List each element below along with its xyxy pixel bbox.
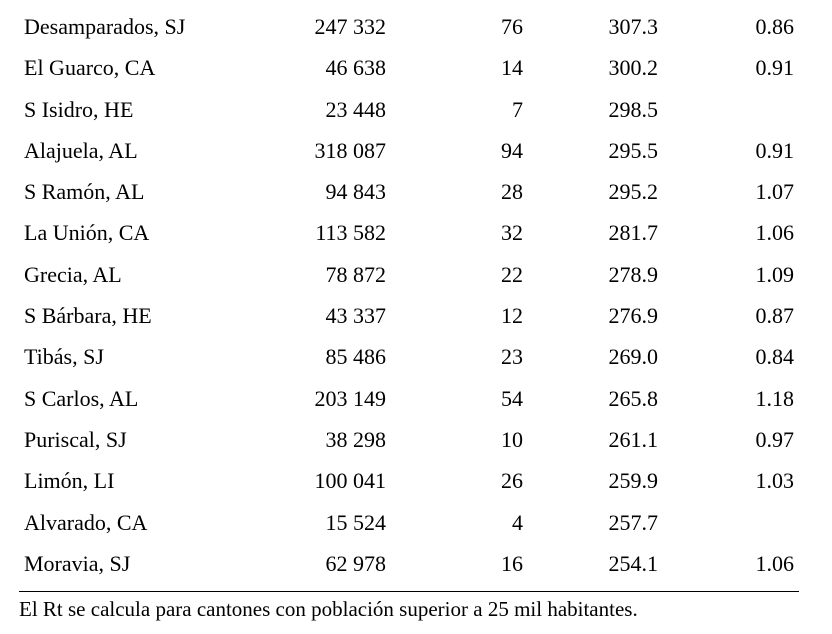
table-row: [0, 83, 832, 124]
canton-name: Puriscal, SJ: [24, 426, 127, 452]
population-value: 46 638: [325, 55, 386, 81]
population-value: 94 843: [325, 179, 386, 205]
canton-name: Moravia, SJ: [24, 550, 131, 576]
rt-value: 0.91: [755, 55, 794, 81]
rt-value: 0.91: [755, 137, 794, 163]
population-value: 85 486: [325, 344, 386, 370]
canton-name: S Isidro, HE: [24, 96, 134, 122]
canton-name: S Bárbara, HE: [24, 303, 152, 329]
table-row: [0, 206, 832, 247]
rate-value: 257.7: [608, 509, 658, 535]
cases-value: 22: [501, 261, 523, 287]
table-row: [0, 165, 832, 206]
population-value: 100 041: [314, 468, 386, 494]
table-row: [0, 372, 832, 413]
rt-value: 1.06: [755, 220, 794, 246]
rate-value: 281.7: [608, 220, 658, 246]
table-row: [0, 124, 832, 165]
rate-value: 298.5: [608, 96, 658, 122]
rt-value: 1.07: [755, 179, 794, 205]
rt-value: 0.84: [755, 344, 794, 370]
rt-value: 1.18: [755, 385, 794, 411]
canton-name: Limón, LI: [24, 468, 115, 494]
cases-value: 32: [501, 220, 523, 246]
canton-name: La Unión, CA: [24, 220, 150, 246]
cases-value: 7: [512, 96, 523, 122]
table-row: [0, 0, 832, 41]
rate-value: 276.9: [608, 303, 658, 329]
rt-value: 1.03: [755, 468, 794, 494]
table-bottom-rule: [19, 591, 799, 592]
rate-value: 261.1: [608, 426, 658, 452]
population-value: 318 087: [314, 137, 386, 163]
rt-value: 0.86: [755, 14, 794, 39]
table-row: [0, 413, 832, 454]
rate-value: 265.8: [608, 385, 658, 411]
cases-value: 16: [501, 550, 523, 576]
canton-name: El Guarco, CA: [24, 55, 156, 81]
cases-value: 54: [501, 385, 523, 411]
cases-value: 26: [501, 468, 523, 494]
rt-value: 0.87: [755, 303, 794, 329]
rate-value: 269.0: [608, 344, 658, 370]
canton-name: S Carlos, AL: [24, 385, 139, 411]
population-value: 38 298: [325, 426, 386, 452]
canton-name: Alajuela, AL: [24, 137, 138, 163]
cases-value: 12: [501, 303, 523, 329]
rt-value: 1.06: [755, 550, 794, 576]
table-row: [0, 454, 832, 495]
canton-name: S Ramón, AL: [24, 179, 145, 205]
table-row: [0, 496, 832, 537]
table-row: [0, 41, 832, 82]
cases-value: 94: [501, 137, 523, 163]
population-value: 43 337: [325, 303, 386, 329]
table-row: [0, 248, 832, 289]
population-value: 247 332: [314, 14, 386, 39]
population-value: 78 872: [325, 261, 386, 287]
table-row: [0, 537, 832, 578]
population-value: 203 149: [314, 385, 386, 411]
rate-value: 254.1: [608, 550, 658, 576]
population-value: 23 448: [325, 96, 386, 122]
cases-value: 23: [501, 344, 523, 370]
cases-value: 28: [501, 179, 523, 205]
canton-name: Alvarado, CA: [24, 509, 148, 535]
canton-name: Tibás, SJ: [24, 344, 104, 370]
rt-value: 1.09: [755, 261, 794, 287]
population-value: 62 978: [325, 550, 386, 576]
rt-value: 0.97: [755, 426, 794, 452]
population-value: 15 524: [325, 509, 386, 535]
rate-value: 295.2: [608, 179, 658, 205]
rate-value: 307.3: [608, 14, 658, 39]
canton-name: Desamparados, SJ: [24, 14, 186, 39]
rate-value: 278.9: [608, 261, 658, 287]
rate-value: 295.5: [608, 137, 658, 163]
cases-value: 4: [512, 509, 523, 535]
table-row: [0, 330, 832, 371]
cases-value: 76: [501, 14, 523, 39]
canton-name: Grecia, AL: [24, 261, 122, 287]
rate-value: 300.2: [608, 55, 658, 81]
table-row: [0, 289, 832, 330]
rate-value: 259.9: [608, 468, 658, 494]
table-footnote: El Rt se calcula para cantones con población superior a 25 mil habitantes.: [19, 597, 638, 621]
population-value: 113 582: [315, 220, 386, 246]
cases-value: 14: [501, 55, 523, 81]
cases-value: 10: [501, 426, 523, 452]
